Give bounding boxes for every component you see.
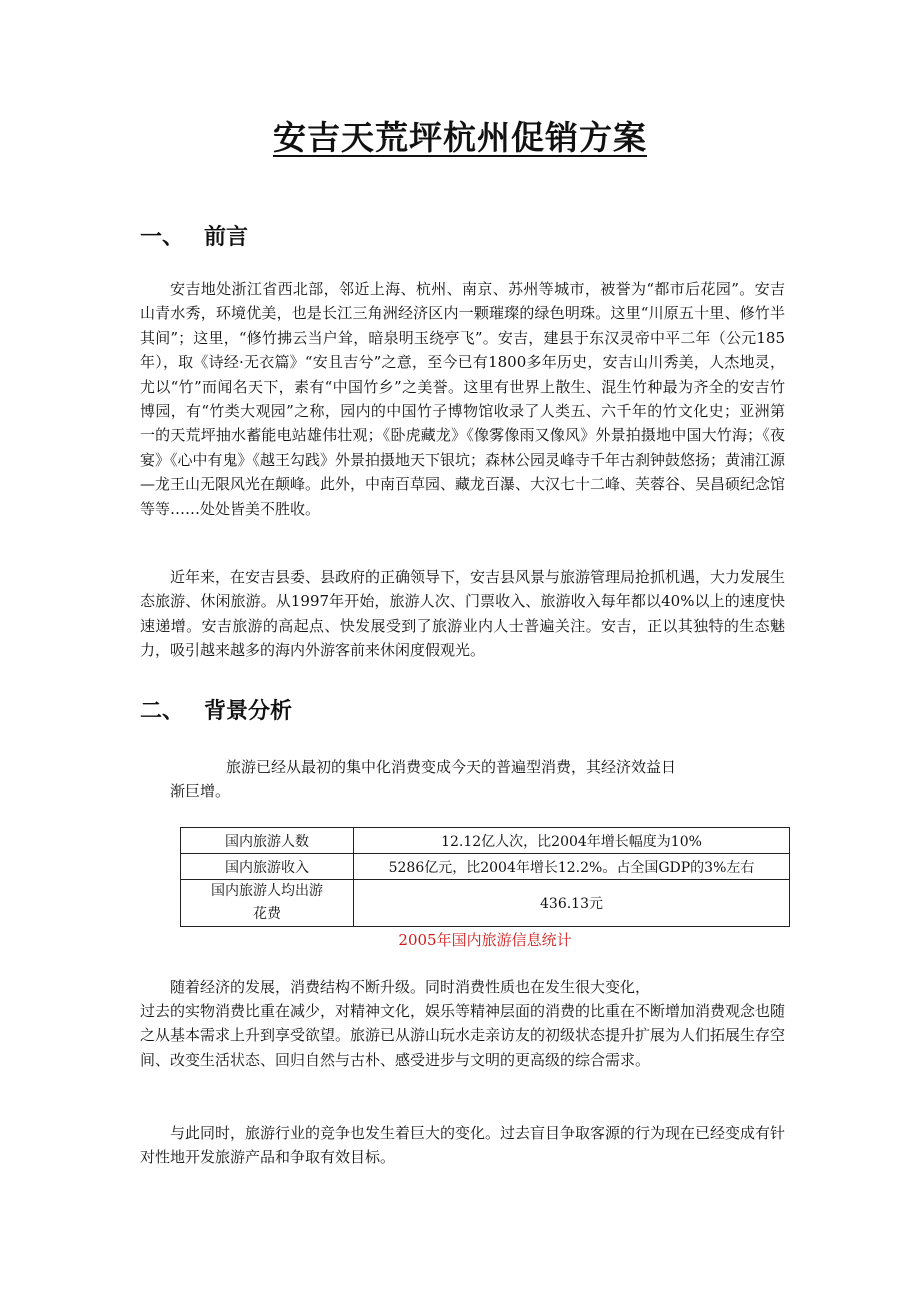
- table-row: [181, 880, 790, 927]
- background-paragraph-3-line-1: 随着经济的发展，消费结构不断升级。同时消费性质也在发生很大变化，: [170, 978, 651, 996]
- table-value-cell: 436.13元: [354, 880, 790, 927]
- table-label-line: 花费: [253, 906, 281, 922]
- section-title: 背景分析: [204, 699, 293, 724]
- table-label-cell: [181, 880, 354, 927]
- table-row: [181, 828, 790, 854]
- table-value-cell: 5286亿元，比2004年增长12.2%。占全国GDP的3%左右: [354, 854, 790, 880]
- section-heading-background: [140, 694, 292, 725]
- tourism-stats-table: [180, 827, 790, 927]
- table-label-cell: 国内旅游收入: [181, 854, 354, 880]
- section-title: 前言: [204, 225, 249, 250]
- background-paragraph-4: 与此同时，旅游行业的竞争也发生着巨大的变化。过去盲目争取客源的行为现在已经变成有针对性地开发旅游产品和争取有效目标。: [140, 1124, 786, 1167]
- table-row: [181, 854, 790, 880]
- preface-paragraph-1: 安吉地处浙江省西北部，邻近上海、杭州、南京、苏州等城市，被誉为“都市后花园”。安吉山青水秀，环境优美，也是长江三角洲经济区内一颗璀璨的绿色明珠。这里“川原五十里、修竹半其间”；这里，“修竹拂云当户耸，暗泉明玉绕亭飞”。安吉，建县于东汉灵帝中平二年（公元185年），取《诗经·无衣篇》“安且吉兮”之意，至今已有1800多年历史，安吉山川秀美，人杰地灵，尤以“竹”而闻名天下，素有“中国竹乡”之美誉。这里有世界上散生、混生竹种最为齐全的安吉竹博园，有“竹类大观园”之称，园内的中国竹子博物馆收录了人类五、六千年的竹文化史；亚洲第一的天荒坪抽水蓄能电站雄伟壮观；《卧虎藏龙》《像雾像雨又像风》外景拍摄地中国大竹海；《夜宴》《心中有鬼》《越王勾践》外景拍摄地天下银坑；森林公园灵峰寺千年古刹钟鼓悠扬；黄浦江源—龙王山无限风光在颠峰。此外，中南百草园、藏龙百瀑、大汉七十二峰、芙蓉谷、吴昌硕纪念馆等等……处处皆美不胜收。: [140, 280, 786, 518]
- section-number: 二、: [140, 699, 185, 724]
- section-number: 一、: [140, 225, 185, 250]
- section-heading-preface: [140, 220, 248, 251]
- table-label-cell: 国内旅游人数: [181, 828, 354, 854]
- background-intro-line-1: 旅游已经从最初的集中化消费变成今天的普遍型消费，其经济效益日: [226, 758, 677, 776]
- background-intro-line-2: 渐巨增。: [170, 782, 231, 800]
- document-title: 安吉天荒坪杭州促销方案: [273, 118, 647, 157]
- table-label-line: 国内旅游人均出游: [211, 883, 323, 899]
- table-caption: 2005年国内旅游信息统计: [398, 931, 572, 949]
- table-value-cell: 12.12亿人次，比2004年增长幅度为10%: [354, 828, 790, 854]
- preface-paragraph-2: 近年来，在安吉县委、县政府的正确领导下，安吉县风景与旅游管理局抢抓机遇，大力发展生态旅游、休闲旅游。从1997年开始，旅游人次、门票收入、旅游收入每年都以40%以上的速度快速递增。安吉旅游的高起点、快发展受到了旅游业内人士普遍关注。安吉，正以其独特的生态魅力，吸引越来越多的海内外游客前来休闲度假观光。: [140, 568, 786, 660]
- background-paragraph-3: 过去的实物消费比重在减少，对精神文化，娱乐等精神层面的消费的比重在不断增加消费观念也随之从基本需求上升到享受欲望。旅游已从游山玩水走亲访友的初级状态提升扩展为人们拓展生存空间、改变生活状态、回归自然与古朴、感受进步与文明的更高级的综合需求。: [140, 1002, 786, 1069]
